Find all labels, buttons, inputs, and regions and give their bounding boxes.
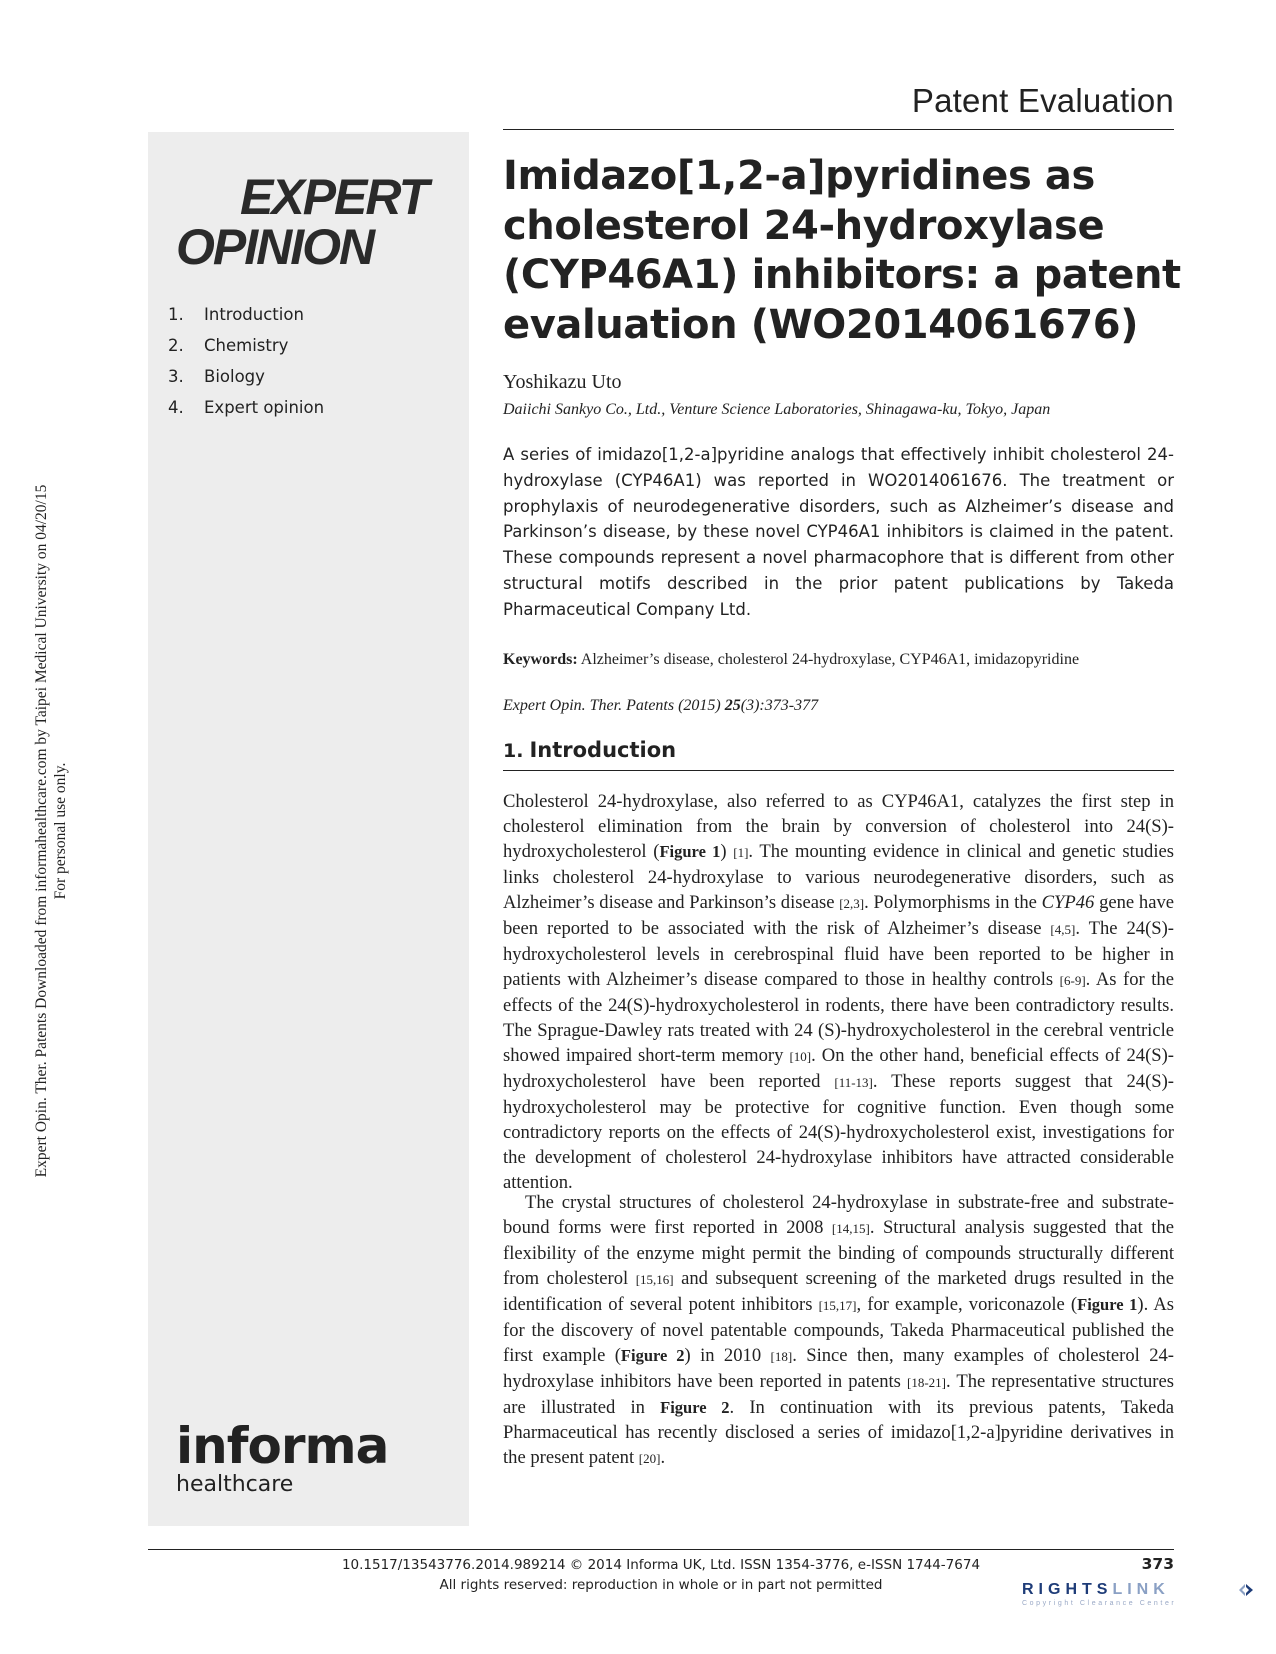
toc-label: Biology xyxy=(204,367,265,386)
text-run: Cholesterol 24-hydroxylase, also referred to as CYP46A1, catalyzes the first step in cholesterol elimination from the brain by conversion of cholesterol into 24(S)-hydroxycholesterol ( xyxy=(503,791,1174,862)
article-title: Imidazo[1,2-a]pyridines as cholesterol 24-hydroxylase (CYP46A1) inhibitors: a patent evaluation (WO2014061676) xyxy=(503,153,1181,348)
keywords-list: Alzheimer’s disease, cholesterol 24-hydroxylase, CYP46A1, imidazopyridine xyxy=(580,651,1080,668)
text-run: . These reports suggest that 24(S)-hydroxycholesterol may be protective for cognitive function. Even though some contradictory reports on the effects of 24(S)-hydroxycholesterol exist, investigations for the development of cholesterol 24-hydroxylase inhibitors have attracted considerable attention. xyxy=(503,1071,1174,1193)
reference-link[interactable]: [11-13] xyxy=(834,1075,873,1090)
toc-number: 2. xyxy=(168,336,184,355)
toc-number: 1. xyxy=(168,305,184,324)
section-rule xyxy=(503,770,1174,771)
rightslink-logo[interactable] xyxy=(1022,1581,1176,1607)
reference-link[interactable]: [18] xyxy=(770,1349,793,1364)
toc-label: Expert opinion xyxy=(204,398,325,417)
figure-2-link[interactable]: Figure 2 xyxy=(620,1346,685,1365)
reference-link[interactable]: [6-9] xyxy=(1059,973,1086,988)
keywords xyxy=(503,651,1174,669)
reference-link[interactable]: [14,15] xyxy=(831,1221,870,1236)
download-note-line1: Expert Opin. Ther. Patents Downloaded from informahealthcare.com by Taipei Medical University on 04/20/15 xyxy=(33,484,50,1178)
text-run: ) xyxy=(720,841,734,862)
toc-item-biology[interactable] xyxy=(168,365,458,396)
intro-paragraph-1 xyxy=(503,789,1174,1195)
section-number: 1. xyxy=(503,740,524,762)
expert-opinion-logo xyxy=(176,169,436,275)
header-rule xyxy=(503,129,1174,130)
author-affiliation: Daiichi Sankyo Co., Ltd., Venture Science Laboratories, Shinagawa-ku, Tokyo, Japan xyxy=(503,401,1051,418)
text-run: . The mounting evidence in clinical and genetic studies links cholesterol 24-hydroxylase to various neurodegenerative disorders, such as Alzheimer’s disease and Parkinson’s disease xyxy=(503,841,1174,913)
text-run: . In continuation with its previous patents, Takeda Pharmaceutical has recently disclosed a series of imidazo[1,2-a]pyridine derivatives in the present patent xyxy=(503,1397,1174,1468)
download-note-line2: For personal use only. xyxy=(52,762,69,900)
toc-number: 4. xyxy=(168,398,184,417)
text-run: . xyxy=(660,1447,666,1468)
text-run: . The 24(S)-hydroxycholesterol levels in cerebrospinal fluid have been reported to be higher in patients with Alzheimer’s disease compared to those in healthy controls xyxy=(503,918,1174,990)
text-run: . As for the effects of the 24(S)-hydroxycholesterol in rodents, there have been contradictory results. The Sprague-Dawley rats treated with 24 (S)-hydroxycholesterol in the cerebral ventricle showed impaired short-term memory xyxy=(503,969,1174,1066)
journal-citation xyxy=(503,697,818,715)
table-of-contents xyxy=(168,303,458,427)
rightslink-tagline: Copyright Clearance Center xyxy=(1022,1600,1177,1607)
section-title: Introduction xyxy=(529,738,677,762)
text-run: ) in 2010 xyxy=(684,1345,771,1366)
text-run: , for example, voriconazole ( xyxy=(856,1294,1078,1315)
toc-item-chemistry[interactable] xyxy=(168,334,458,365)
abstract: A series of imidazo[1,2-a]pyridine analogs that effectively inhibit cholesterol 24-hydroxylase (CYP46A1) was reported in WO2014061676. The treatment or prophylaxis of neurodegenerative disorders, such as Alzheimer’s disease and Parkinson’s disease, by these novel CYP46A1 inhibitors is claimed in the patent. These compounds represent a novel pharmacophore that is different from other structural motifs described in the prior patent publications by Takeda Pharmaceutical Company Ltd. xyxy=(503,445,1174,619)
text-run: . The representative structures are illustrated in xyxy=(503,1371,1174,1418)
rightslink-chevron-icon xyxy=(1236,1580,1256,1600)
reference-link[interactable]: [4,5] xyxy=(1050,922,1076,937)
citation-prefix: Expert Opin. Ther. Patents (2015) xyxy=(503,697,721,714)
section-heading-introduction xyxy=(503,738,676,762)
intro-paragraph-2 xyxy=(503,1190,1174,1471)
logo-line-1: EXPERT xyxy=(240,169,428,225)
toc-number: 3. xyxy=(168,367,184,386)
reference-link[interactable]: [20] xyxy=(638,1451,661,1466)
footer-doi: 10.1517/13543776.2014.989214 © 2014 Informa UK, Ltd. ISSN 1354-3776, e-ISSN 1744-7674 xyxy=(341,1557,981,1573)
keywords-label: Keywords: xyxy=(503,651,578,668)
reference-link[interactable]: [1] xyxy=(733,845,749,860)
text-run: . On the other hand, beneficial effects of 24(S)-hydroxycholesterol have been reported xyxy=(503,1045,1174,1092)
figure-2-link[interactable]: Figure 2 xyxy=(660,1398,730,1417)
citation-volume: 25 xyxy=(724,697,741,714)
reference-link[interactable]: [2,3] xyxy=(839,896,865,911)
rightslink-light: LINK xyxy=(1112,1581,1170,1598)
text-run: . Since then, many examples of cholesterol 24-hydroxylase inhibitors have been reported in patents xyxy=(503,1345,1174,1392)
toc-label: Chemistry xyxy=(204,336,289,355)
publisher-name: informa xyxy=(176,1417,389,1475)
publisher-subtitle: healthcare xyxy=(176,1472,294,1497)
text-run: gene have been reported to be associated with the risk of Alzheimer’s disease xyxy=(503,892,1174,939)
figure-1-link[interactable]: Figure 1 xyxy=(1077,1295,1138,1314)
footer-rule xyxy=(148,1549,1174,1550)
toc-item-introduction[interactable] xyxy=(168,303,458,334)
text-run: . Polymorphisms in the xyxy=(864,892,1042,913)
figure-1-link[interactable]: Figure 1 xyxy=(659,842,721,861)
text-run: The crystal structures of cholesterol 24-hydroxylase in substrate-free and substrate-bound forms were first reported in 2008 xyxy=(503,1192,1174,1238)
citation-suffix: (3):373-377 xyxy=(740,697,819,714)
gene-name: CYP46 xyxy=(1041,892,1095,913)
toc-label: Introduction xyxy=(204,305,304,324)
text-run: and subsequent screening of the marketed drugs resulted in the identification of several potent inhibitors xyxy=(503,1268,1174,1315)
reference-link[interactable]: [10] xyxy=(789,1049,812,1064)
footer-rights: All rights reserved: reproduction in whole or in part not permitted xyxy=(439,1577,883,1593)
rightslink-dark: RIGHTS xyxy=(1022,1581,1113,1598)
download-note xyxy=(32,236,70,1426)
logo-line-2: OPINION xyxy=(176,219,374,275)
text-run: . Structural analysis suggested that the flexibility of the enzyme might permit the binding of compounds structurally different from cholesterol xyxy=(503,1217,1175,1289)
text-run: ). As for the discovery of novel patentable compounds, Takeda Pharmaceutical published the first example ( xyxy=(503,1294,1174,1366)
page-number: 373 xyxy=(1141,1555,1174,1573)
reference-link[interactable]: [15,16] xyxy=(635,1272,674,1287)
rightslink-wordmark xyxy=(1022,1581,1176,1599)
reference-link[interactable]: [18-21] xyxy=(906,1375,946,1390)
reference-link[interactable]: [15,17] xyxy=(818,1298,857,1313)
section-label: Patent Evaluation xyxy=(911,82,1174,119)
toc-item-expert-opinion[interactable] xyxy=(168,396,458,427)
author-name: Yoshikazu Uto xyxy=(503,371,622,393)
informa-healthcare-logo xyxy=(176,1417,389,1498)
